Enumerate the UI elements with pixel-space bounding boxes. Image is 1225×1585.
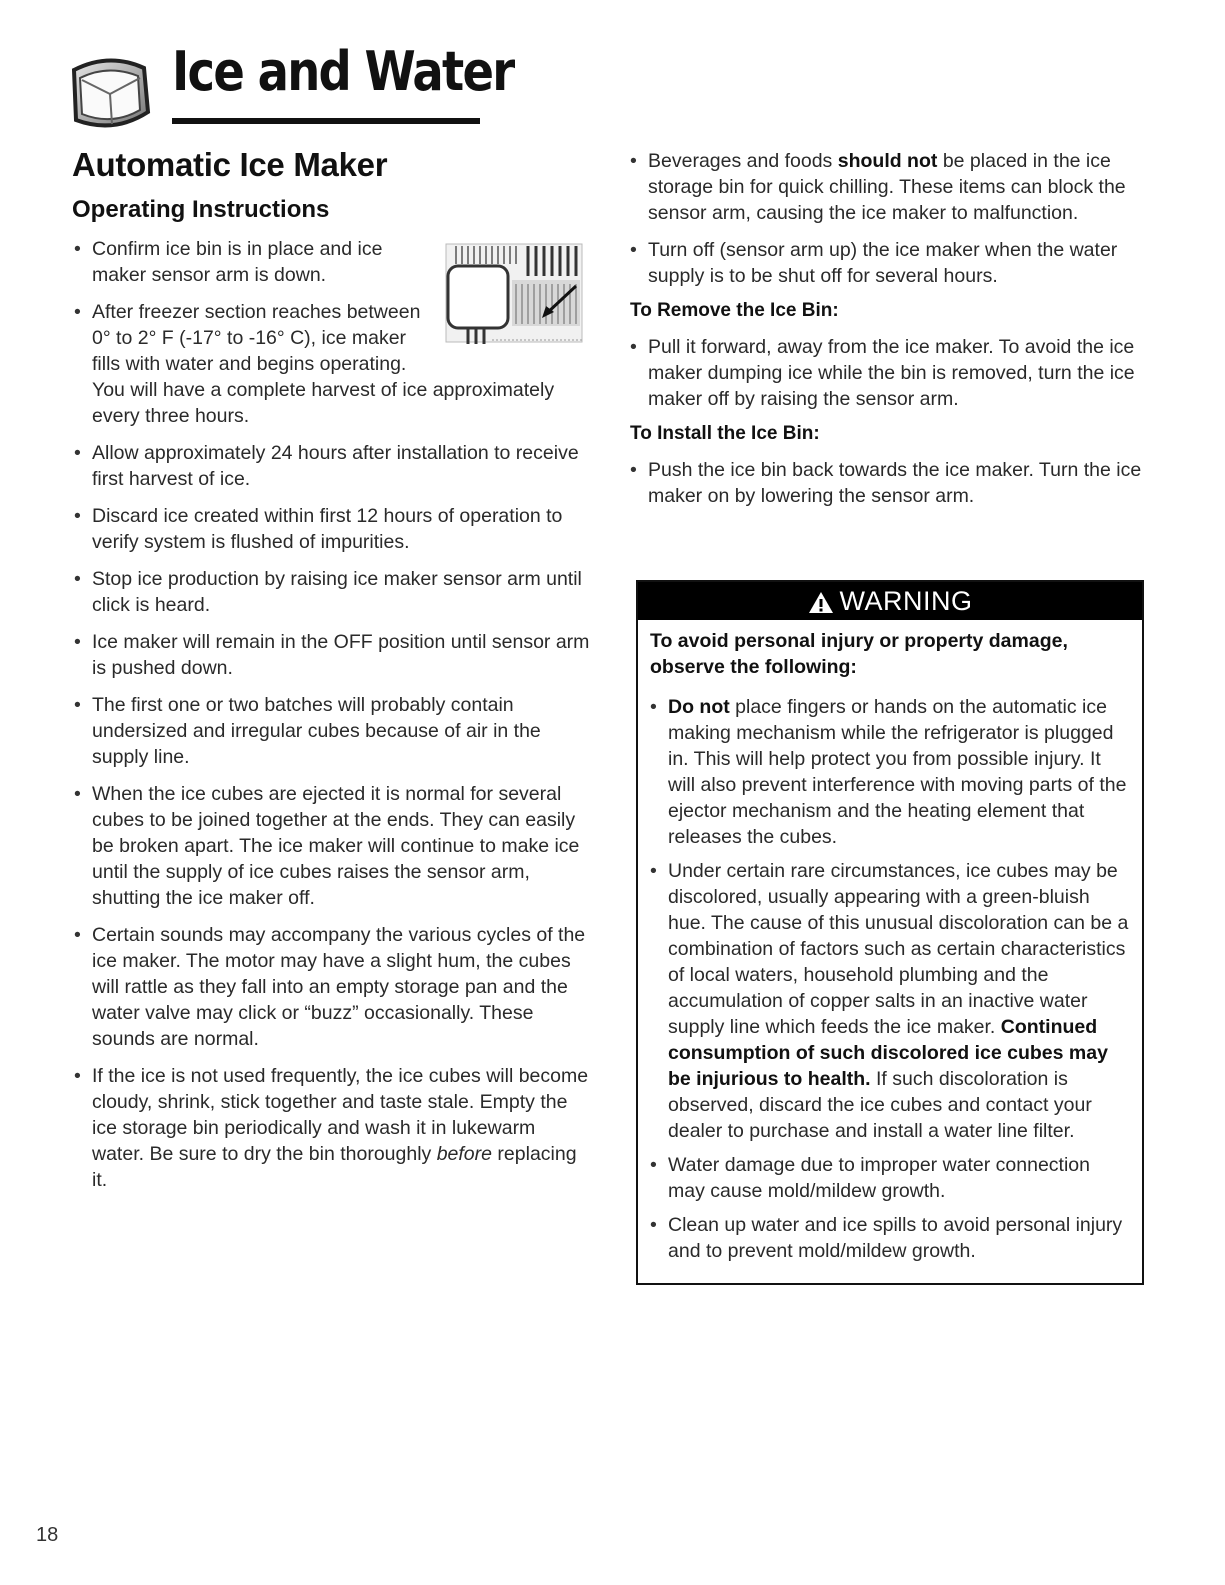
section-title: Automatic Ice Maker bbox=[72, 146, 388, 183]
page-title: Ice and Water bbox=[172, 40, 514, 103]
list-item: • Turn off (sensor arm up) the ice maker when the water supply is to be shut off for several hours. bbox=[624, 237, 1148, 289]
list-item: • Do not place fingers or hands on the automatic ice making mechanism while the refrigerator is plugged in. This will help protect you from possible injury. It will also prevent interference with moving parts of the ejector mechanism and the heating element that releases the cubes. bbox=[648, 694, 1132, 850]
list-item: • Confirm ice bin is in place and ice maker sensor arm is down. bbox=[72, 236, 592, 288]
page-number: 18 bbox=[36, 1524, 59, 1546]
list-item: • Beverages and foods should not be placed in the ice storage bin for quick chilling. These items can block the sensor arm, causing the ice maker to malfunction. bbox=[624, 148, 1148, 226]
warning-title: WARNING bbox=[839, 586, 973, 616]
subsection-title: Operating Instructions bbox=[72, 196, 330, 223]
list-item: • The first one or two batches will probably contain undersized and irregular cubes because of air in the supply line. bbox=[72, 692, 592, 770]
warning-intro: To avoid personal injury or property damage, observe the following: bbox=[650, 630, 1068, 678]
list-item: • Allow approximately 24 hours after installation to receive first harvest of ice. bbox=[72, 440, 592, 492]
list-item: • Pull it forward, away from the ice maker. To avoid the ice maker dumping ice while the bin is removed, turn the ice maker off by raising the sensor arm. bbox=[624, 334, 1148, 412]
list-item: • Certain sounds may accompany the various cycles of the ice maker. The motor may have a slight hum, the cubes will rattle as they fall into an empty storage pan and the water valve may click or “buzz” occasionally. These sounds are normal. bbox=[72, 922, 592, 1052]
warning-triangle-icon bbox=[808, 591, 834, 614]
left-column bbox=[72, 146, 592, 1204]
list-item: • Water damage due to improper water connection may cause mold/mildew growth. bbox=[648, 1152, 1132, 1204]
page-header bbox=[64, 40, 514, 135]
title-underline bbox=[172, 118, 480, 124]
install-bin-heading: To Install the Ice Bin: bbox=[630, 423, 820, 444]
list-item: • Clean up water and ice spills to avoid personal injury and to prevent mold/mildew growth. bbox=[648, 1212, 1132, 1264]
operating-instructions-list bbox=[72, 236, 592, 1193]
warning-box bbox=[636, 580, 1144, 1285]
list-item: • Discard ice created within first 12 hours of operation to verify system is flushed of impurities. bbox=[72, 503, 592, 555]
list-item: • When the ice cubes are ejected it is normal for several cubes to be joined together at the ends. They can easily be broken apart. The ice maker will continue to make ice until the supply of ice cubes raises the sensor arm, shutting the ice maker off. bbox=[72, 781, 592, 911]
list-item: • If the ice is not used frequently, the ice cubes will become cloudy, shrink, stick together and taste stale. Empty the ice storage bin periodically and wash it in lukewarm water. Be sure to dry the bin thoroughly before replacing it. bbox=[72, 1063, 592, 1193]
remove-bin-heading: To Remove the Ice Bin: bbox=[630, 300, 839, 321]
list-item: • Under certain rare circumstances, ice cubes may be discolored, usually appearing with a green-bluish hue. The cause of this unusual discoloration can be a combination of factors such as certain characteristics of local waters, household plumbing and the accumulation of copper salts in an inactive water supply line which feeds the ice maker. Continued consumption of such discolored ice cubes may be injurious to health. If such discoloration is observed, discard the ice cubes and contact your dealer to purchase and install a water line filter. bbox=[648, 858, 1132, 1144]
list-item: • After freezer section reaches between 0° to 2° F (-17° to -16° C), ice maker fills with water and begins operating. You will have a complete harvest of ice approximately every three hours. bbox=[72, 299, 592, 429]
ice-cube-icon bbox=[64, 50, 154, 135]
right-column bbox=[624, 148, 1148, 520]
remove-bin-list bbox=[624, 334, 1148, 412]
warning-header bbox=[638, 582, 1142, 620]
list-item: • Ice maker will remain in the OFF position until sensor arm is pushed down. bbox=[72, 629, 592, 681]
usage-notes-list bbox=[624, 148, 1148, 289]
list-item: • Push the ice bin back towards the ice maker. Turn the ice maker on by lowering the sensor arm. bbox=[624, 457, 1148, 509]
install-bin-list bbox=[624, 457, 1148, 509]
list-item: • Stop ice production by raising ice maker sensor arm until click is heard. bbox=[72, 566, 592, 618]
emphasis-text: before bbox=[436, 1143, 492, 1165]
warning-list bbox=[648, 694, 1132, 1264]
